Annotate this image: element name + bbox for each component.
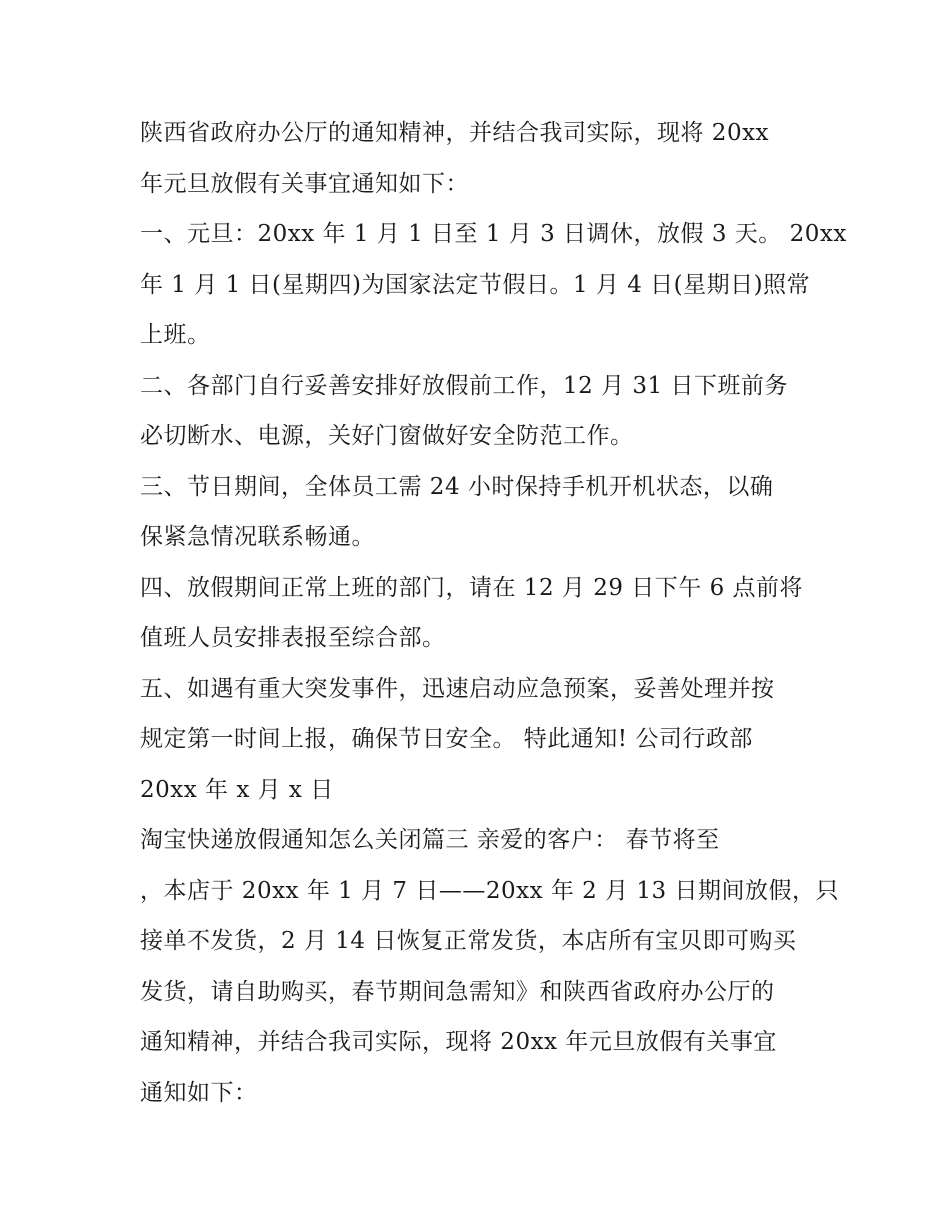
text-line: 年 1 月 1 日(星期四)为国家法定节假日。1 月 4 日(星期日)照常 <box>140 271 811 298</box>
text-line: 发货，请自助购买，春节期间急需知》和陕西省政府办公厅的 <box>140 978 775 1005</box>
text-line: 四、放假期间正常上班的部门，请在 12 月 29 日下午 6 点前将 <box>140 574 804 601</box>
text-line: 二、各部门自行妥善安排好放假前工作，12 月 31 日下班前务 <box>140 372 788 399</box>
text-line: 必切断水、电源，关好门窗做好安全防范工作。 <box>140 423 634 449</box>
text-line: 五、如遇有重大突发事件，迅速启动应急预案，妥善处理并按 <box>140 675 775 702</box>
text-line: 通知如下： <box>140 1079 258 1106</box>
text-line: 规定第一时间上报，确保节日安全。 特此通知! 公司行政部 <box>140 726 753 752</box>
text-line: 值班人员安排表报至综合部。 <box>140 625 446 651</box>
text-line: 淘宝快递放假通知怎么关闭篇三 亲爱的客户： 春节将至 <box>140 827 720 853</box>
text-line: 接单不发货，2 月 14 日恢复正常发货，本店所有宝贝即可购买 <box>140 928 797 954</box>
text-line: 三、节日期间，全体员工需 24 小时保持手机开机状态，以确 <box>140 473 774 500</box>
text-line: 一、元旦：20xx 年 1 月 1 日至 1 月 3 日调休，放假 3 天。 20xx <box>140 221 847 247</box>
text-line: 上班。 <box>140 322 211 348</box>
text-line: 年元旦放假有关事宜通知如下： <box>140 170 469 197</box>
text-line: 陕西省政府办公厅的通知精神，并结合我司实际，现将 20xx <box>140 120 770 146</box>
date-line: 20xx 年 x 月 x 日 <box>140 776 334 803</box>
text-line: 保紧急情况联系畅通。 <box>140 524 375 550</box>
text-line: ，本店于 20xx 年 1 月 7 日——20xx 年 2 月 13 日期间放假，只 <box>140 877 840 904</box>
text-line: 通知精神，并结合我司实际，现将 20xx 年元旦放假有关事宜 <box>140 1029 777 1055</box>
document-body <box>140 108 847 1118</box>
